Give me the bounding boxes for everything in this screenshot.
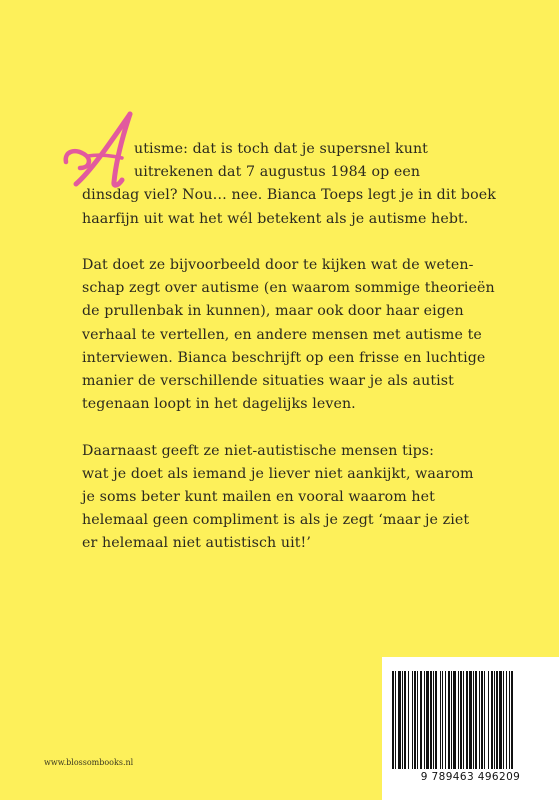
text-line: verhaal te vertellen, en andere mensen met autisme te [82, 326, 482, 343]
paragraph-2 [82, 254, 502, 416]
text-line: interviewen. Bianca beschrijft op een frisse en luchtige [82, 349, 486, 366]
barcode-bar [426, 671, 429, 769]
blurb-text [82, 138, 502, 579]
text-line: Dat doet ze bijvoorbeeld door te kijken wat de weten- [82, 257, 474, 273]
barcode-bar [466, 671, 468, 769]
barcode-bar [506, 671, 507, 769]
barcode-bar [420, 671, 422, 769]
barcode-bar [448, 671, 450, 769]
barcode-bar [395, 671, 396, 769]
barcode-bar [398, 671, 401, 769]
barcode-bar [451, 671, 452, 769]
text-line: manier de verschillende situaties waar je als autist [82, 373, 454, 390]
barcode-bar [481, 671, 483, 769]
barcode-bar [458, 671, 459, 769]
barcode-bar [509, 671, 510, 769]
barcode-bar [488, 671, 489, 769]
text-line: helemaal geen compliment is als je zegt ‘maar je ziet [82, 512, 470, 529]
barcode-bar [475, 671, 477, 769]
barcode-bar [392, 671, 394, 769]
text-line: er helemaal niet autistisch uit!’ [82, 535, 311, 552]
barcode-bar [404, 671, 406, 769]
barcode-bar [442, 671, 443, 769]
publisher-website: www.blossombooks.nl [44, 758, 134, 767]
barcode-bar [473, 671, 474, 769]
barcode-bar [463, 671, 464, 769]
barcode-bar [511, 671, 513, 769]
barcode-bar [414, 671, 416, 769]
barcode-bar [496, 671, 498, 769]
isbn-number: 9 789463 496209 [420, 771, 521, 783]
barcode-bar [460, 671, 462, 769]
text-line: uitrekenen dat 7 augustus 1984 op een [134, 164, 421, 181]
barcode-bar [412, 671, 413, 769]
barcode-bar [499, 671, 502, 769]
paragraph-3 [82, 440, 502, 556]
text-line: Daarnaast geeft ze niet-autistische mensen tips: [82, 442, 435, 459]
text-line: tegenaan loopt in het dagelijks leven. [82, 396, 356, 413]
barcode-bar [417, 671, 418, 769]
barcode-bar [430, 671, 432, 769]
barcode-bar [435, 671, 437, 769]
text-line: wat je doet als iemand je liever niet aankijkt, waarom [82, 465, 474, 482]
barcode-bar [440, 671, 441, 769]
text-line: dinsdag viel? Nou… nee. Bianca Toeps legt je in dit boek [82, 187, 496, 204]
text-line: schap zegt over autisme (en waarom sommige theorieën [82, 280, 495, 297]
barcode-bar [484, 671, 485, 769]
barcode-bar [408, 671, 409, 769]
paragraph-1 [82, 138, 502, 231]
barcode-panel [382, 657, 559, 800]
barcode-icon [390, 671, 551, 769]
barcode-bar [433, 671, 434, 769]
barcode-bar [494, 671, 495, 769]
barcode-bar [503, 671, 504, 769]
barcode-bar [491, 671, 493, 769]
barcode-bar [469, 671, 472, 769]
text-line: utisme: dat is toch dat je supersnel kunt [134, 141, 428, 157]
text-line: de prullenbak in kunnen), maar ook door haar eigen [82, 303, 464, 320]
barcode-bar [402, 671, 403, 769]
text-line: je soms beter kunt mailen en vooral waarom het [82, 489, 435, 506]
barcode-bar [424, 671, 425, 769]
barcode-bar [479, 671, 480, 769]
text-line: haarfijn uit wat het wél betekent als je autisme hebt. [82, 210, 469, 227]
barcode-bar [445, 671, 446, 769]
barcode-bar [453, 671, 456, 769]
